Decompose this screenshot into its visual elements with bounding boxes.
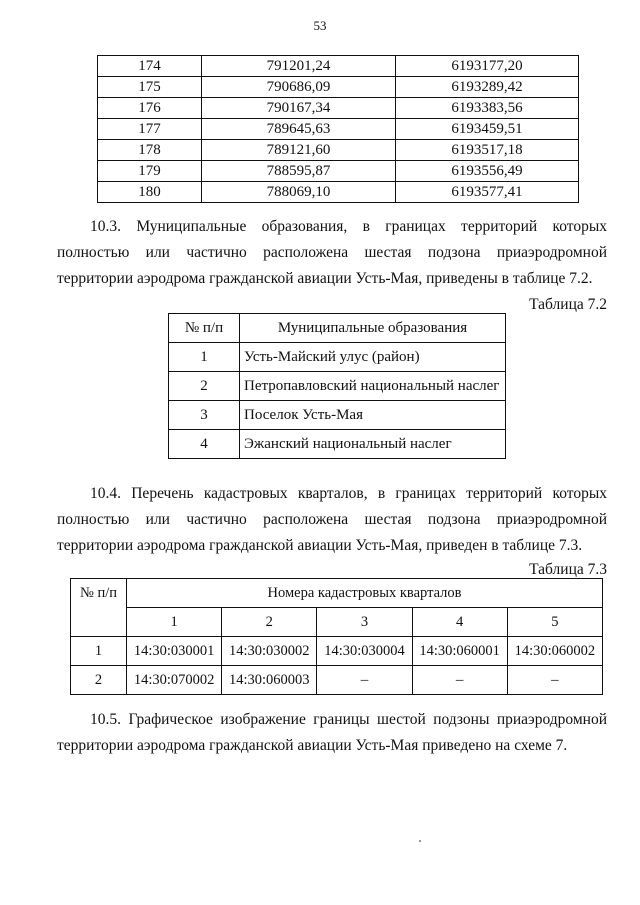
point-number: 176 (98, 98, 202, 119)
cadastral-quarter: 14:30:060002 (507, 637, 602, 666)
table-caption-7-3: Таблица 7.3 (529, 561, 607, 578)
cadastral-quarter: 14:30:060001 (412, 637, 507, 666)
table-row (169, 430, 506, 459)
column-number: 2 (222, 608, 317, 637)
point-number: 177 (98, 119, 202, 140)
paragraph-10-4: 10.4. Перечень кадастровых кварталов, в границах территорий которых полностью или частично расположена шестая подзона приаэродромной территории аэродрома гражданской авиации Усть-Мая, приведен в таблице 7.3. (57, 485, 607, 554)
cadastral-quarter: 14:30:030002 (222, 637, 317, 666)
table-row (98, 161, 579, 182)
cadastral-quarters-table (70, 578, 603, 695)
x-coordinate: 789121,60 (202, 140, 396, 161)
y-coordinate: 6193383,56 (396, 98, 579, 119)
table-row (169, 401, 506, 430)
table-row (98, 140, 579, 161)
x-coordinate: 789645,63 (202, 119, 396, 140)
table-row (98, 119, 579, 140)
table-row (98, 182, 579, 203)
paragraph-10-5: 10.5. Графическое изображение границы шестой подзоны приаэродромной территории аэродрома гражданской авиации Усть-Мая приведено на схеме 7. (57, 711, 607, 754)
table-row (169, 343, 506, 372)
empty-cell-dash: – (507, 666, 602, 695)
point-number: 174 (98, 56, 202, 77)
point-number: 178 (98, 140, 202, 161)
table-row (98, 98, 579, 119)
table-row (71, 637, 603, 666)
table-caption-7-2: Таблица 7.2 (529, 296, 607, 313)
table-row (98, 77, 579, 98)
column-number: 3 (317, 608, 412, 637)
x-coordinate: 788069,10 (202, 182, 396, 203)
x-coordinate: 790686,09 (202, 77, 396, 98)
scan-speck (419, 840, 421, 842)
y-coordinate: 6193556,49 (396, 161, 579, 182)
row-number: 1 (169, 343, 240, 372)
cadastral-quarter: 14:30:030004 (317, 637, 412, 666)
column-header-municipalities: Муниципальные образования (240, 314, 506, 343)
paragraph-10-3: 10.3. Муниципальные образования, в границах территорий которых полностью или частично расположена шестая подзона приаэродромной территории аэродрома гражданской авиации Усть-Мая, приведены в таблице 7.2. (57, 218, 607, 287)
row-number: 2 (169, 372, 240, 401)
point-number: 180 (98, 182, 202, 203)
cadastral-quarter: 14:30:030001 (127, 637, 222, 666)
column-number: 1 (127, 608, 222, 637)
y-coordinate: 6193289,42 (396, 77, 579, 98)
table-row (98, 56, 579, 77)
y-coordinate: 6193577,41 (396, 182, 579, 203)
municipality-name: Эжанский национальный наслег (240, 430, 506, 459)
table-row (71, 666, 603, 695)
row-number: 2 (71, 666, 127, 695)
column-header-cadastral-quarters: Номера кадастровых кварталов (127, 579, 603, 608)
cadastral-quarter: 14:30:070002 (127, 666, 222, 695)
table-subheader-row (71, 608, 603, 637)
municipality-name: Поселок Усть-Мая (240, 401, 506, 430)
empty-cell-dash: – (317, 666, 412, 695)
cadastral-quarter: 14:30:060003 (222, 666, 317, 695)
x-coordinate: 788595,87 (202, 161, 396, 182)
row-number: 1 (71, 637, 127, 666)
column-header-number: № п/п (71, 579, 127, 637)
row-number: 3 (169, 401, 240, 430)
y-coordinate: 6193177,20 (396, 56, 579, 77)
municipality-name: Петропавловский национальный наслег (240, 372, 506, 401)
table-header-row (169, 314, 506, 343)
column-header-number: № п/п (169, 314, 240, 343)
coordinates-table (97, 55, 579, 203)
empty-cell-dash: – (412, 666, 507, 695)
municipalities-table (168, 313, 506, 459)
x-coordinate: 790167,34 (202, 98, 396, 119)
table-row (169, 372, 506, 401)
point-number: 179 (98, 161, 202, 182)
column-number: 5 (507, 608, 602, 637)
y-coordinate: 6193459,51 (396, 119, 579, 140)
page-number: 53 (313, 18, 327, 33)
row-number: 4 (169, 430, 240, 459)
point-number: 175 (98, 77, 202, 98)
x-coordinate: 791201,24 (202, 56, 396, 77)
table-header-row (71, 579, 603, 608)
municipality-name: Усть-Майский улус (район) (240, 343, 506, 372)
y-coordinate: 6193517,18 (396, 140, 579, 161)
column-number: 4 (412, 608, 507, 637)
